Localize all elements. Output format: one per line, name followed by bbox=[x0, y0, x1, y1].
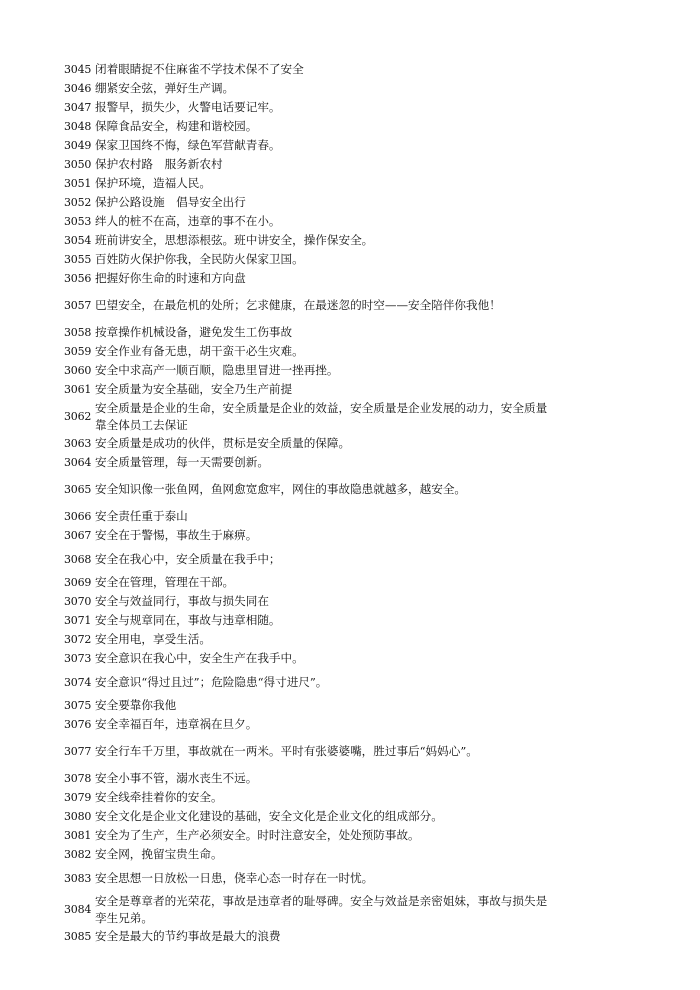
item-number: 3078 bbox=[64, 772, 92, 785]
list-item bbox=[0, 269, 700, 288]
item-text: 安全是最大的节约事故是最大的浪费 bbox=[95, 929, 281, 943]
list-item bbox=[0, 892, 700, 927]
item-text: 安全小事不管，溺水丧生不远。 bbox=[95, 771, 258, 785]
item-number: 3066 bbox=[64, 510, 92, 523]
item-number: 3082 bbox=[64, 848, 92, 861]
item-text: 把握好你生命的时速和方向盘 bbox=[95, 271, 246, 285]
item-number: 3079 bbox=[64, 791, 92, 804]
item-number: 3070 bbox=[64, 595, 92, 608]
list-item bbox=[0, 453, 700, 472]
item-text: 安全为了生产，生产必须安全。时时注意安全，处处预防事故。 bbox=[95, 828, 420, 842]
list-item bbox=[0, 342, 700, 361]
item-text: 百姓防火保护你我，全民防火保家卫国。 bbox=[95, 252, 304, 266]
list-item bbox=[0, 323, 700, 342]
list-item bbox=[0, 545, 700, 573]
item-text: 安全要靠你我他 bbox=[95, 698, 177, 712]
item-text: 安全思想一日放松一日患，侥幸心态一时存在一时忧。 bbox=[95, 870, 374, 885]
list-item bbox=[0, 788, 700, 807]
list-item bbox=[0, 826, 700, 845]
list-item bbox=[0, 98, 700, 117]
item-number: 3065 bbox=[64, 483, 92, 496]
item-text: 保家卫国终不悔，绿色军营献青春。 bbox=[95, 138, 281, 152]
item-number: 3052 bbox=[64, 196, 92, 209]
list-item bbox=[0, 630, 700, 649]
list-item bbox=[0, 117, 700, 136]
item-text: 安全质量是企业的生命，安全质量是企业的效益，安全质量是企业发展的动力，安全质量靠全体员工去保证 bbox=[95, 400, 548, 432]
item-text: 安全幸福百年，违章祸在旦夕。 bbox=[95, 717, 258, 731]
item-number: 3085 bbox=[64, 930, 92, 943]
item-text: 安全与规章同在，事故与违章相随。 bbox=[95, 613, 281, 627]
item-number: 3056 bbox=[64, 272, 92, 285]
list-item bbox=[0, 845, 700, 864]
item-number: 3060 bbox=[64, 364, 92, 377]
item-text: 安全在于警惕，事故生于麻痹。 bbox=[95, 528, 258, 542]
item-number: 3077 bbox=[64, 745, 92, 758]
list-item bbox=[0, 611, 700, 630]
item-number: 3067 bbox=[64, 529, 92, 542]
list-item bbox=[0, 472, 700, 507]
item-text: 巴望安全，在最危机的处所；乞求健康，在最迷忽的时空——安全陪伴你我他！ bbox=[95, 298, 501, 312]
item-text: 安全用电，享受生活。 bbox=[95, 632, 211, 646]
item-number: 3057 bbox=[64, 299, 92, 312]
item-text: 安全中求高产一顺百顺，隐患里冒进一挫再挫。 bbox=[95, 363, 339, 377]
item-text: 安全知识像一张鱼网，鱼网愈宽愈牢，网住的事故隐患就越多，越安全。 bbox=[95, 482, 467, 496]
list-item bbox=[0, 649, 700, 668]
item-text: 安全意识在我心中，安全生产在我手中。 bbox=[95, 651, 304, 665]
item-text: 保护农村路 服务新农村 bbox=[95, 157, 223, 171]
item-number: 3064 bbox=[64, 456, 92, 469]
item-number: 3080 bbox=[64, 810, 92, 823]
item-number: 3047 bbox=[64, 101, 92, 114]
list-item bbox=[0, 507, 700, 526]
list-item bbox=[0, 668, 700, 696]
item-text: 按章操作机械设备，避免发生工伤事故 bbox=[95, 325, 293, 339]
item-text: 安全在管理，管理在干部。 bbox=[95, 575, 235, 589]
item-text: 安全作业有备无患，胡干蛮干必生灾难。 bbox=[95, 344, 304, 358]
item-number: 3053 bbox=[64, 215, 92, 228]
list-item bbox=[0, 696, 700, 715]
item-number: 3076 bbox=[64, 718, 92, 731]
item-text: 绊人的桩不在高，违章的事不在小。 bbox=[95, 214, 281, 228]
item-text: 安全质量为安全基础，安全乃生产前提 bbox=[95, 382, 293, 396]
item-text: 安全责任重于泰山 bbox=[95, 509, 188, 523]
item-text: 安全意识“得过且过”；危险隐患“得寸进尺”。 bbox=[95, 674, 328, 689]
list-item bbox=[0, 734, 700, 769]
list-item bbox=[0, 573, 700, 592]
item-number: 3084 bbox=[64, 903, 92, 916]
item-number: 3051 bbox=[64, 177, 92, 190]
item-number: 3072 bbox=[64, 633, 92, 646]
list-item bbox=[0, 60, 700, 79]
item-text: 安全线牵挂着你的安全。 bbox=[95, 790, 223, 804]
list-item bbox=[0, 136, 700, 155]
list-item bbox=[0, 288, 700, 323]
item-number: 3068 bbox=[64, 552, 92, 566]
item-text: 安全是尊章者的光荣花，事故是违章者的耻辱碑。安全与效益是亲密姐妹，事故与损失是孪生兄弟。 bbox=[95, 893, 548, 925]
list-item bbox=[0, 864, 700, 892]
item-text: 保障食品安全，构建和谐校园。 bbox=[95, 119, 258, 133]
item-text: 保护环境，造福人民。 bbox=[95, 176, 211, 190]
list-item bbox=[0, 174, 700, 193]
item-text: 报警早，损失少，火警电话要记牢。 bbox=[95, 100, 281, 114]
item-number: 3063 bbox=[64, 437, 92, 450]
item-number: 3050 bbox=[64, 158, 92, 171]
item-text: 绷紧安全弦，弹好生产调。 bbox=[95, 81, 235, 95]
item-text: 安全网，挽留宝贵生命。 bbox=[95, 847, 223, 861]
list-item bbox=[0, 250, 700, 269]
list-item bbox=[0, 79, 700, 98]
item-number: 3055 bbox=[64, 253, 92, 266]
item-number: 3059 bbox=[64, 345, 92, 358]
item-number: 3073 bbox=[64, 652, 92, 665]
list-item bbox=[0, 927, 700, 946]
list-item bbox=[0, 193, 700, 212]
item-number: 3075 bbox=[64, 699, 92, 712]
item-text: 安全在我心中，安全质量在我手中； bbox=[95, 551, 281, 566]
list-item bbox=[0, 715, 700, 734]
item-text: 闭着眼睛捉不住麻雀不学技术保不了安全 bbox=[95, 62, 304, 76]
item-text: 保护公路设施 倡导安全出行 bbox=[95, 195, 246, 209]
item-number: 3081 bbox=[64, 829, 92, 842]
item-text: 安全行车千万里，事故就在一两米。平时有张婆婆嘴，胜过事后“妈妈心”。 bbox=[95, 744, 478, 758]
document-page bbox=[0, 60, 700, 946]
item-number: 3083 bbox=[64, 871, 92, 885]
item-number: 3069 bbox=[64, 576, 92, 589]
list-item bbox=[0, 399, 700, 434]
item-number: 3062 bbox=[64, 410, 92, 423]
list-item bbox=[0, 212, 700, 231]
item-number: 3049 bbox=[64, 139, 92, 152]
item-number: 3048 bbox=[64, 120, 92, 133]
item-number: 3058 bbox=[64, 326, 92, 339]
item-number: 3045 bbox=[64, 63, 92, 76]
list-item bbox=[0, 155, 700, 174]
list-item bbox=[0, 769, 700, 788]
list-item bbox=[0, 361, 700, 380]
item-text: 安全质量管理，每一天需要创新。 bbox=[95, 455, 269, 469]
item-text: 安全文化是企业文化建设的基础，安全文化是企业文化的组成部分。 bbox=[95, 809, 443, 823]
item-number: 3071 bbox=[64, 614, 92, 627]
item-number: 3061 bbox=[64, 383, 92, 396]
list-item bbox=[0, 592, 700, 611]
list-item bbox=[0, 231, 700, 250]
item-text: 安全与效益同行，事故与损失同在 bbox=[95, 594, 269, 608]
list-item bbox=[0, 434, 700, 453]
item-number: 3074 bbox=[64, 675, 92, 689]
item-text: 安全质量是成功的伙伴，贯标是安全质量的保障。 bbox=[95, 436, 351, 450]
item-number: 3054 bbox=[64, 234, 92, 247]
list-item bbox=[0, 380, 700, 399]
item-number: 3046 bbox=[64, 82, 92, 95]
item-text: 班前讲安全，思想添根弦。班中讲安全，操作保安全。 bbox=[95, 233, 374, 247]
list-item bbox=[0, 807, 700, 826]
list-item bbox=[0, 526, 700, 545]
